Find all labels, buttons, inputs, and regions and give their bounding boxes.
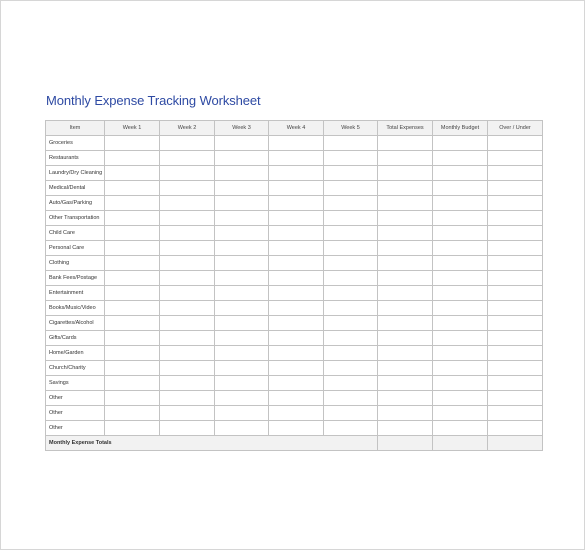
- week-1-cell[interactable]: [105, 376, 160, 391]
- week-2-cell[interactable]: [160, 181, 215, 196]
- week-5-cell[interactable]: [324, 361, 378, 376]
- week-2-cell[interactable]: [160, 406, 215, 421]
- over-under-cell[interactable]: [488, 286, 543, 301]
- week-3-cell[interactable]: [215, 166, 269, 181]
- week-4-cell[interactable]: [269, 361, 324, 376]
- row-item-label: Books/Music/Video: [46, 301, 105, 316]
- row-item-label: Other: [46, 406, 105, 421]
- over-under-cell[interactable]: [488, 346, 543, 361]
- column-header-week-2: Week 2: [160, 121, 215, 136]
- row-item-label: Other Transportation: [46, 211, 105, 226]
- week-4-cell[interactable]: [269, 241, 324, 256]
- total-expenses-cell[interactable]: [378, 181, 433, 196]
- row-item-label: Church/Charity: [46, 361, 105, 376]
- week-4-cell[interactable]: [269, 301, 324, 316]
- week-4-cell[interactable]: [269, 286, 324, 301]
- week-4-cell[interactable]: [269, 346, 324, 361]
- monthly-budget-total-cell[interactable]: [433, 436, 488, 451]
- week-2-cell[interactable]: [160, 151, 215, 166]
- row-item-label: Restaurants: [46, 151, 105, 166]
- totals-row: [46, 436, 543, 451]
- week-4-cell[interactable]: [269, 256, 324, 271]
- week-2-cell[interactable]: [160, 376, 215, 391]
- monthly-budget-cell[interactable]: [433, 181, 488, 196]
- table-row: [46, 196, 543, 211]
- week-5-cell[interactable]: [324, 196, 378, 211]
- week-1-cell[interactable]: [105, 256, 160, 271]
- week-5-cell[interactable]: [324, 421, 378, 436]
- table-row: [46, 166, 543, 181]
- column-header-monthly-budget: Monthly Budget: [433, 121, 488, 136]
- total-expenses-cell[interactable]: [378, 256, 433, 271]
- table-row: [46, 376, 543, 391]
- row-item-label: Home/Garden: [46, 346, 105, 361]
- total-expenses-cell[interactable]: [378, 301, 433, 316]
- over-under-total-cell[interactable]: [488, 436, 543, 451]
- week-1-cell[interactable]: [105, 391, 160, 406]
- row-item-label: Personal Care: [46, 241, 105, 256]
- week-2-cell[interactable]: [160, 391, 215, 406]
- table-row: [46, 406, 543, 421]
- week-5-cell[interactable]: [324, 181, 378, 196]
- monthly-budget-cell[interactable]: [433, 151, 488, 166]
- total-expenses-cell[interactable]: [378, 421, 433, 436]
- week-1-cell[interactable]: [105, 196, 160, 211]
- week-5-cell[interactable]: [324, 406, 378, 421]
- table-row: [46, 181, 543, 196]
- row-item-label: Other: [46, 421, 105, 436]
- table-row: [46, 241, 543, 256]
- totals-label: Monthly Expense Totals: [46, 436, 378, 451]
- week-2-cell[interactable]: [160, 361, 215, 376]
- total-expenses-cell[interactable]: [378, 166, 433, 181]
- week-3-cell[interactable]: [215, 421, 269, 436]
- week-5-cell[interactable]: [324, 241, 378, 256]
- week-2-cell[interactable]: [160, 166, 215, 181]
- total-expenses-cell[interactable]: [378, 226, 433, 241]
- over-under-cell[interactable]: [488, 151, 543, 166]
- week-4-cell[interactable]: [269, 211, 324, 226]
- week-3-cell[interactable]: [215, 406, 269, 421]
- week-3-cell[interactable]: [215, 346, 269, 361]
- week-4-cell[interactable]: [269, 226, 324, 241]
- total-expenses-cell[interactable]: [378, 331, 433, 346]
- table-row: [46, 361, 543, 376]
- over-under-cell[interactable]: [488, 316, 543, 331]
- week-3-cell[interactable]: [215, 286, 269, 301]
- monthly-budget-cell[interactable]: [433, 406, 488, 421]
- table-body: [46, 136, 543, 436]
- week-1-cell[interactable]: [105, 271, 160, 286]
- over-under-cell[interactable]: [488, 421, 543, 436]
- week-3-cell[interactable]: [215, 136, 269, 151]
- monthly-budget-cell[interactable]: [433, 241, 488, 256]
- week-2-cell[interactable]: [160, 136, 215, 151]
- column-header-over-under: Over / Under: [488, 121, 543, 136]
- monthly-budget-cell[interactable]: [433, 316, 488, 331]
- week-5-cell[interactable]: [324, 211, 378, 226]
- week-3-cell[interactable]: [215, 241, 269, 256]
- monthly-budget-cell[interactable]: [433, 196, 488, 211]
- week-5-cell[interactable]: [324, 271, 378, 286]
- over-under-cell[interactable]: [488, 211, 543, 226]
- worksheet-title: Monthly Expense Tracking Worksheet: [46, 93, 261, 108]
- week-4-cell[interactable]: [269, 421, 324, 436]
- monthly-budget-cell[interactable]: [433, 361, 488, 376]
- week-3-cell[interactable]: [215, 226, 269, 241]
- week-3-cell[interactable]: [215, 331, 269, 346]
- monthly-budget-cell[interactable]: [433, 256, 488, 271]
- monthly-budget-cell[interactable]: [433, 331, 488, 346]
- week-5-cell[interactable]: [324, 136, 378, 151]
- week-2-cell[interactable]: [160, 196, 215, 211]
- week-3-cell[interactable]: [215, 316, 269, 331]
- week-1-cell[interactable]: [105, 211, 160, 226]
- over-under-cell[interactable]: [488, 331, 543, 346]
- row-item-label: Laundry/Dry Cleaning: [46, 166, 105, 181]
- week-1-cell[interactable]: [105, 286, 160, 301]
- row-item-label: Gifts/Cards: [46, 331, 105, 346]
- week-4-cell[interactable]: [269, 196, 324, 211]
- week-5-cell[interactable]: [324, 376, 378, 391]
- table-row: [46, 286, 543, 301]
- row-item-label: Entertainment: [46, 286, 105, 301]
- week-1-cell[interactable]: [105, 406, 160, 421]
- week-5-cell[interactable]: [324, 151, 378, 166]
- total-expenses-cell[interactable]: [378, 136, 433, 151]
- over-under-cell[interactable]: [488, 196, 543, 211]
- week-2-cell[interactable]: [160, 211, 215, 226]
- week-3-cell[interactable]: [215, 181, 269, 196]
- total-expenses-cell[interactable]: [378, 196, 433, 211]
- week-1-cell[interactable]: [105, 301, 160, 316]
- week-5-cell[interactable]: [324, 331, 378, 346]
- week-1-cell[interactable]: [105, 166, 160, 181]
- week-4-cell[interactable]: [269, 166, 324, 181]
- week-4-cell[interactable]: [269, 316, 324, 331]
- total-expenses-total-cell[interactable]: [378, 436, 433, 451]
- table-row: [46, 136, 543, 151]
- row-item-label: Clothing: [46, 256, 105, 271]
- over-under-cell[interactable]: [488, 301, 543, 316]
- week-2-cell[interactable]: [160, 301, 215, 316]
- week-5-cell[interactable]: [324, 286, 378, 301]
- week-5-cell[interactable]: [324, 391, 378, 406]
- week-1-cell[interactable]: [105, 316, 160, 331]
- table-row: [46, 151, 543, 166]
- week-4-cell[interactable]: [269, 376, 324, 391]
- week-4-cell[interactable]: [269, 136, 324, 151]
- expense-table: [45, 120, 543, 451]
- week-1-cell[interactable]: [105, 331, 160, 346]
- over-under-cell[interactable]: [488, 136, 543, 151]
- monthly-budget-cell[interactable]: [433, 346, 488, 361]
- week-3-cell[interactable]: [215, 151, 269, 166]
- week-2-cell[interactable]: [160, 316, 215, 331]
- total-expenses-cell[interactable]: [378, 391, 433, 406]
- week-3-cell[interactable]: [215, 196, 269, 211]
- row-item-label: Auto/Gas/Parking: [46, 196, 105, 211]
- week-3-cell[interactable]: [215, 271, 269, 286]
- monthly-budget-cell[interactable]: [433, 211, 488, 226]
- week-1-cell[interactable]: [105, 421, 160, 436]
- total-expenses-cell[interactable]: [378, 406, 433, 421]
- table-row: [46, 391, 543, 406]
- week-3-cell[interactable]: [215, 376, 269, 391]
- week-4-cell[interactable]: [269, 391, 324, 406]
- table-row: [46, 421, 543, 436]
- column-header-week-5: Week 5: [324, 121, 378, 136]
- table-row: [46, 211, 543, 226]
- row-item-label: Other: [46, 391, 105, 406]
- row-item-label: Child Care: [46, 226, 105, 241]
- over-under-cell[interactable]: [488, 271, 543, 286]
- week-1-cell[interactable]: [105, 241, 160, 256]
- monthly-budget-cell[interactable]: [433, 421, 488, 436]
- column-header-total-expenses: Total Expenses: [378, 121, 433, 136]
- week-4-cell[interactable]: [269, 406, 324, 421]
- monthly-budget-cell[interactable]: [433, 166, 488, 181]
- monthly-budget-cell[interactable]: [433, 301, 488, 316]
- week-2-cell[interactable]: [160, 346, 215, 361]
- week-3-cell[interactable]: [215, 256, 269, 271]
- week-2-cell[interactable]: [160, 286, 215, 301]
- week-3-cell[interactable]: [215, 391, 269, 406]
- week-2-cell[interactable]: [160, 331, 215, 346]
- total-expenses-cell[interactable]: [378, 361, 433, 376]
- week-1-cell[interactable]: [105, 346, 160, 361]
- total-expenses-cell[interactable]: [378, 211, 433, 226]
- over-under-cell[interactable]: [488, 361, 543, 376]
- total-expenses-cell[interactable]: [378, 271, 433, 286]
- week-5-cell[interactable]: [324, 346, 378, 361]
- week-5-cell[interactable]: [324, 226, 378, 241]
- monthly-budget-cell[interactable]: [433, 286, 488, 301]
- over-under-cell[interactable]: [488, 181, 543, 196]
- table-row: [46, 346, 543, 361]
- row-item-label: Savings: [46, 376, 105, 391]
- week-3-cell[interactable]: [215, 211, 269, 226]
- total-expenses-cell[interactable]: [378, 316, 433, 331]
- total-expenses-cell[interactable]: [378, 376, 433, 391]
- table-row: [46, 301, 543, 316]
- over-under-cell[interactable]: [488, 226, 543, 241]
- monthly-budget-cell[interactable]: [433, 391, 488, 406]
- week-2-cell[interactable]: [160, 256, 215, 271]
- table-row: [46, 316, 543, 331]
- monthly-budget-cell[interactable]: [433, 376, 488, 391]
- week-1-cell[interactable]: [105, 181, 160, 196]
- total-expenses-cell[interactable]: [378, 151, 433, 166]
- table-row: [46, 331, 543, 346]
- monthly-budget-cell[interactable]: [433, 271, 488, 286]
- monthly-budget-cell[interactable]: [433, 136, 488, 151]
- over-under-cell[interactable]: [488, 166, 543, 181]
- week-1-cell[interactable]: [105, 361, 160, 376]
- column-header-week-1: Week 1: [105, 121, 160, 136]
- week-4-cell[interactable]: [269, 271, 324, 286]
- row-item-label: Bank Fees/Postage: [46, 271, 105, 286]
- week-5-cell[interactable]: [324, 256, 378, 271]
- week-5-cell[interactable]: [324, 316, 378, 331]
- week-1-cell[interactable]: [105, 226, 160, 241]
- week-1-cell[interactable]: [105, 151, 160, 166]
- row-item-label: Groceries: [46, 136, 105, 151]
- over-under-cell[interactable]: [488, 406, 543, 421]
- over-under-cell[interactable]: [488, 256, 543, 271]
- total-expenses-cell[interactable]: [378, 346, 433, 361]
- week-2-cell[interactable]: [160, 421, 215, 436]
- table-row: [46, 226, 543, 241]
- week-3-cell[interactable]: [215, 301, 269, 316]
- column-header-item: Item: [46, 121, 105, 136]
- total-expenses-cell[interactable]: [378, 241, 433, 256]
- total-expenses-cell[interactable]: [378, 286, 433, 301]
- over-under-cell[interactable]: [488, 241, 543, 256]
- week-2-cell[interactable]: [160, 271, 215, 286]
- week-2-cell[interactable]: [160, 241, 215, 256]
- week-1-cell[interactable]: [105, 136, 160, 151]
- week-4-cell[interactable]: [269, 181, 324, 196]
- monthly-budget-cell[interactable]: [433, 226, 488, 241]
- table-row: [46, 256, 543, 271]
- over-under-cell[interactable]: [488, 376, 543, 391]
- week-4-cell[interactable]: [269, 331, 324, 346]
- header-row: [46, 121, 543, 136]
- week-5-cell[interactable]: [324, 301, 378, 316]
- week-2-cell[interactable]: [160, 226, 215, 241]
- week-5-cell[interactable]: [324, 166, 378, 181]
- week-3-cell[interactable]: [215, 361, 269, 376]
- over-under-cell[interactable]: [488, 391, 543, 406]
- row-item-label: Medical/Dental: [46, 181, 105, 196]
- week-4-cell[interactable]: [269, 151, 324, 166]
- column-header-week-3: Week 3: [215, 121, 269, 136]
- table-row: [46, 271, 543, 286]
- column-header-week-4: Week 4: [269, 121, 324, 136]
- row-item-label: Cigarettes/Alcohol: [46, 316, 105, 331]
